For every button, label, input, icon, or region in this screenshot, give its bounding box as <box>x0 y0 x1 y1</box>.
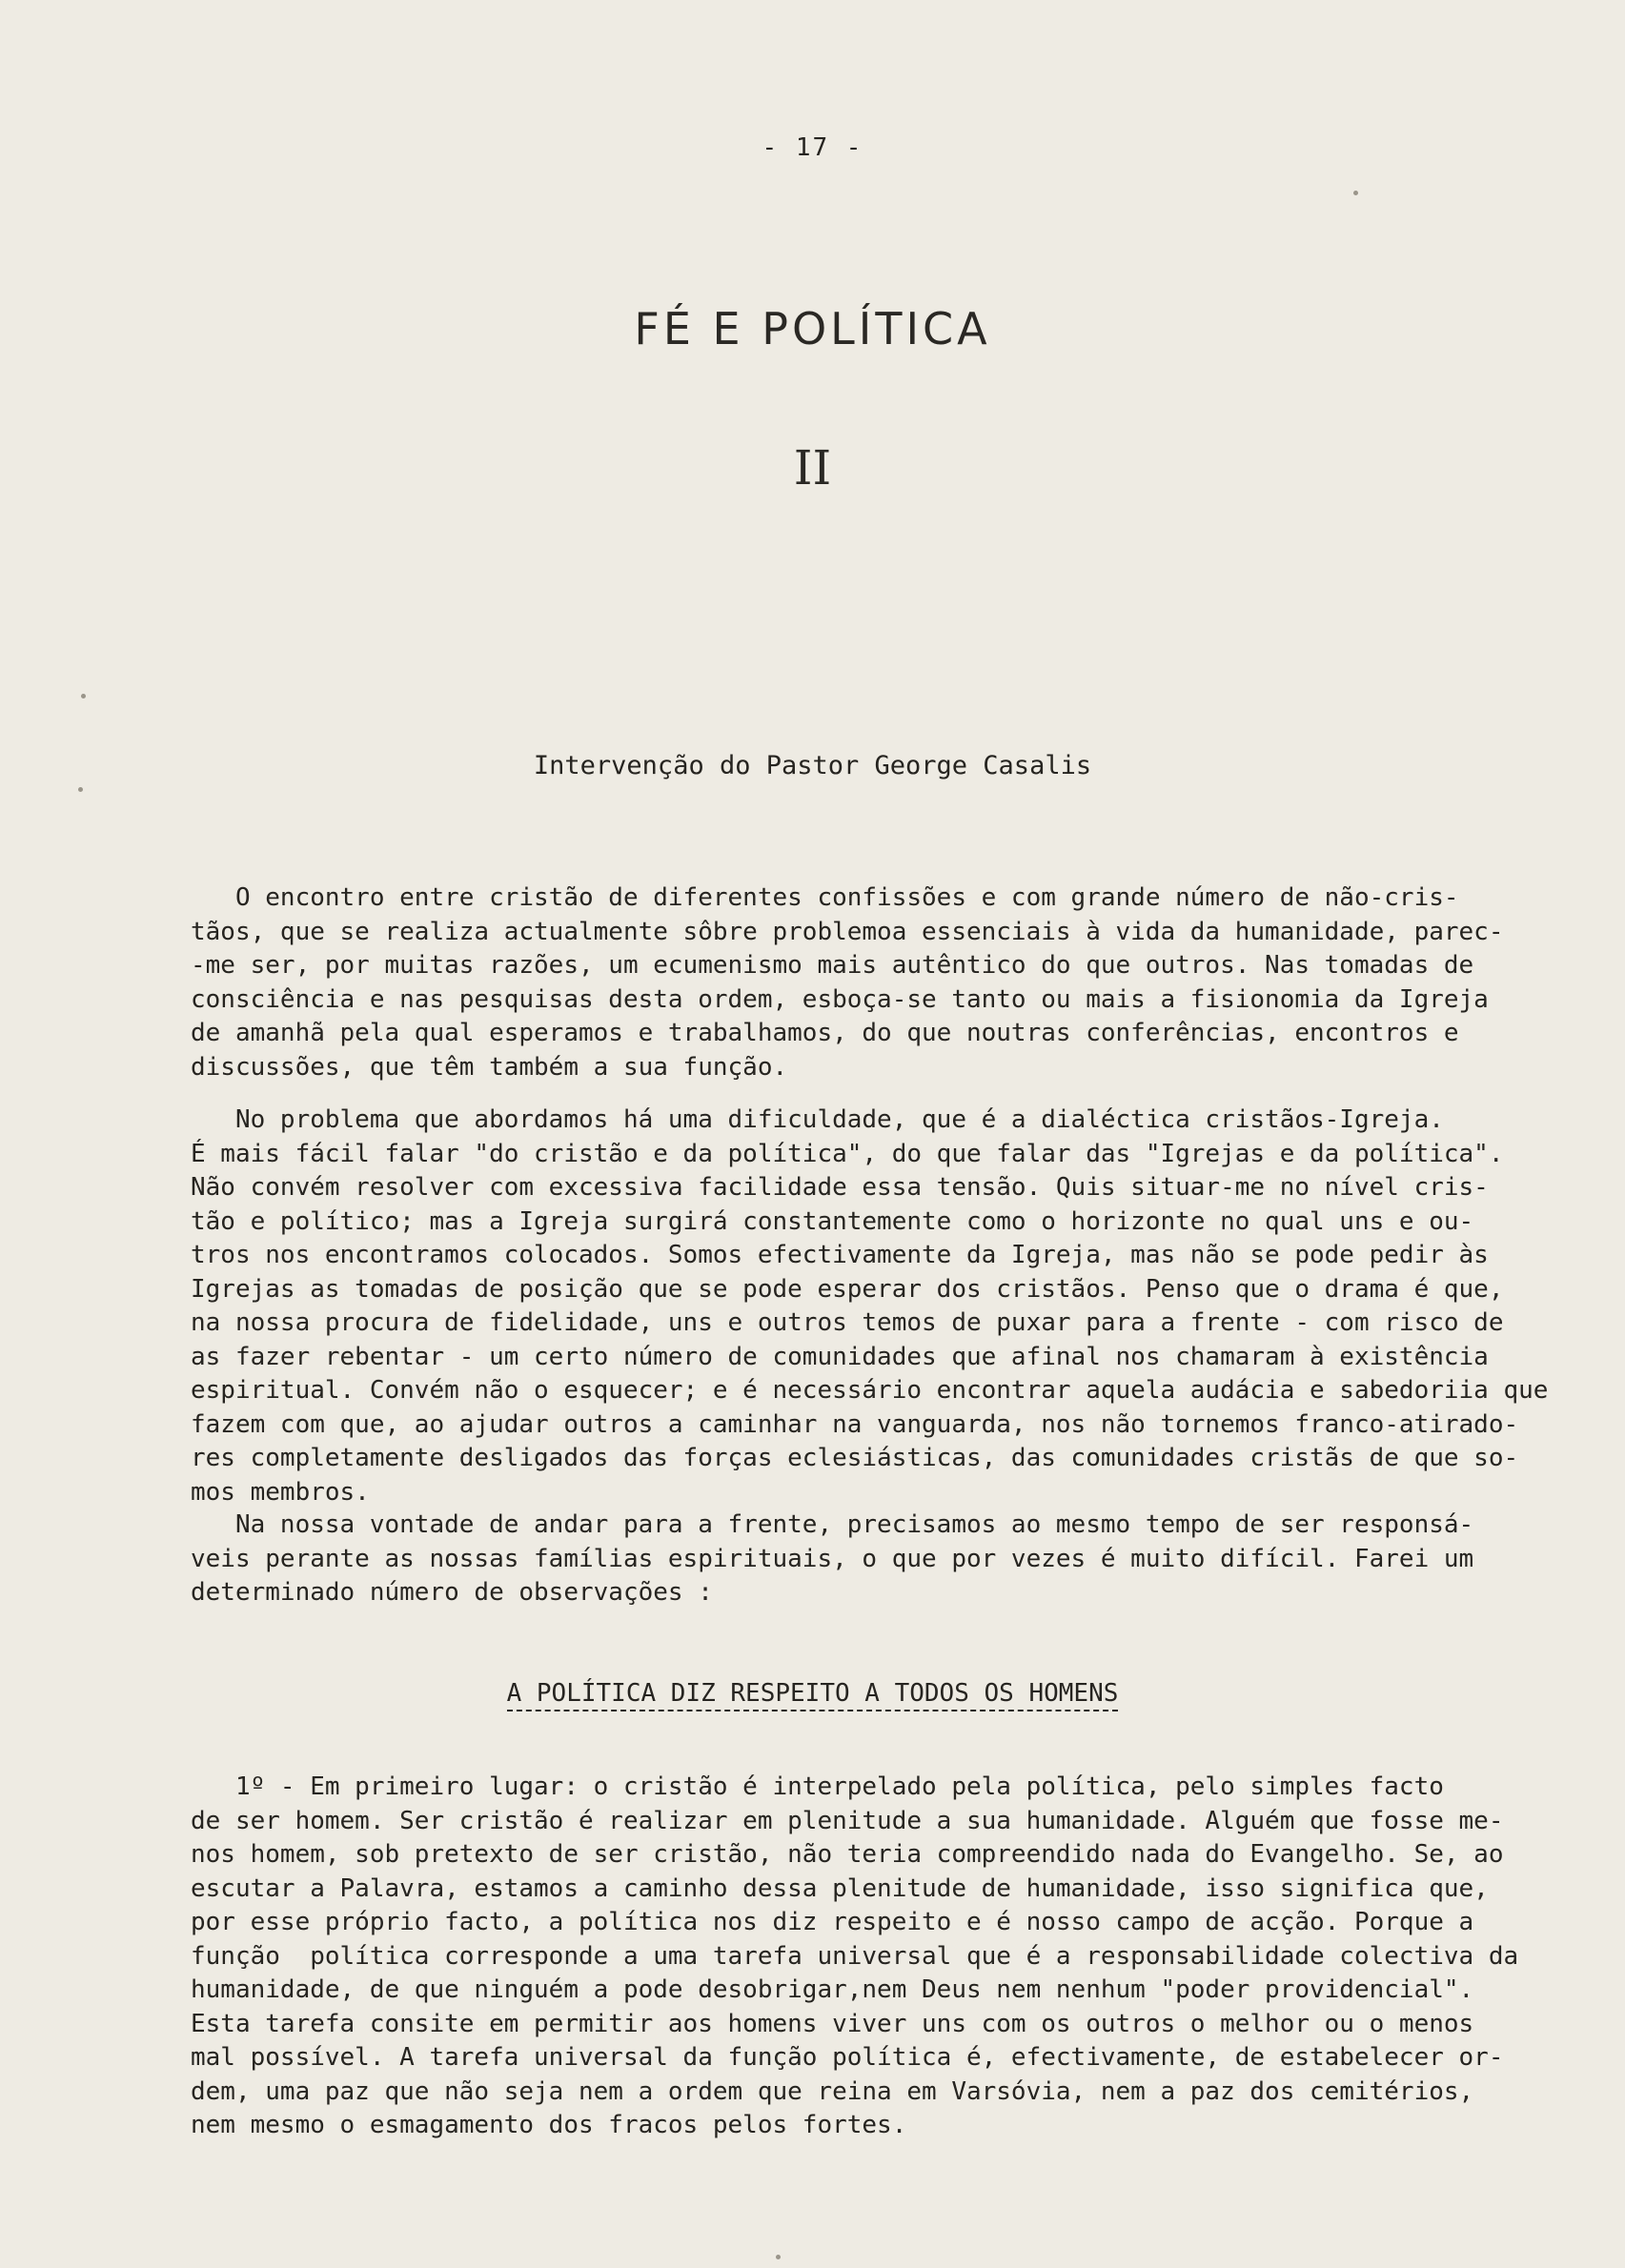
paragraph-2: No problema que abordamos há uma dificuldade, que é a dialéctica cristãos-Igreja. É mais fácil falar "do cristão e da política", do que falar das "Igrejas e da política". Não convém resolver com excessiva facilidade essa tensão. Quis situar-me no nível cris- tão e político; mas a Igreja surgirá constantemente como o horizonte no qual uns e ou- tros nos encontramos colocados. Somos efectivamente da Igreja, mas não se pode pedir às Igrejas as tomadas de posição que se pode esperar dos cristãos. Penso que o drama é que, na nossa procura de fidelidade, uns e outros temos de puxar para a frente - com risco de as fazer rebentar - um certo número de comunidades que afinal nos chamaram à existência espiritual. Convém não o esquecer; e é necessário encontrar aquela audácia e sabedoriia que fazem com que, ao ajudar outros a caminhar na vanguarda, nos não tornemos franco-atirado- res completamente desligados das forças eclesiásticas, das comunidades cristãs de que so- mos membros. <box>191 1105 1549 1507</box>
paragraph-3: Na nossa vontade de andar para a frente, precisamos ao mesmo tempo de ser responsá- veis perante as nossas famílias espirituais, o que por vezes é muito difícil. Farei um determinado número de observações : <box>191 1510 1474 1607</box>
paper-speck <box>776 2255 781 2259</box>
paper-speck <box>78 787 83 792</box>
page-number: - 17 - <box>762 133 863 162</box>
paragraph-4: 1º - Em primeiro lugar: o cristão é interpelado pela política, pelo simples facto de ser homem. Ser cristão é realizar em plenitude a sua humanidade. Alguém que fosse me- nos homem, sob pretexto de ser cristão, não teria compreendido nada do Evangelho. Se, ao escutar a Palavra, estamos a caminho dessa plenitude de humanidade, isso significa que, por esse próprio facto, a política nos diz respeito e é nosso campo de acção. Porque a função política corresponde a uma tarefa universal que é a responsabilidade colectiva da humanidade, de que ninguém a pode desobrigar,nem Deus nem nenhum "poder providencial". Esta tarefa consite em permitir aos homens viver uns com os outros o melhor ou o menos mal possível. A tarefa universal da função política é, efectivamente, de estabelecer or- dem, uma paz que não seja nem a ordem que reina em Varsóvia, nem a paz dos cemitérios, nem mesmo o esmagamento dos fracos pelos fortes. <box>191 1772 1519 2139</box>
part-number: II <box>793 440 832 496</box>
paragraph-1: O encontro entre cristão de diferentes confissões e com grande número de não-cris- tãos, que se realiza actualmente sôbre problemoa essenciais à vida da humanidade, parec- -me ser, por muitas razões, um ecumenismo mais autêntico do que outros. Nas tomadas de consciência e nas pesquisas desta ordem, esboça-se tanto ou mais a fisionomia da Igreja de amanhã pela qual esperamos e trabalhamos, do que noutras conferências, encontros e discussões, que têm também a sua função. <box>191 883 1504 1082</box>
paper-speck <box>81 694 86 699</box>
section-heading-text: A POLÍTICA DIZ RESPEITO A TODOS OS HOMENS <box>507 1679 1119 1711</box>
document-title: FÉ E POLÍTICA <box>634 303 991 354</box>
section-heading <box>0 1679 1625 1708</box>
document-subtitle: Intervenção do Pastor George Casalis <box>533 751 1092 780</box>
paper-speck <box>1353 191 1358 195</box>
